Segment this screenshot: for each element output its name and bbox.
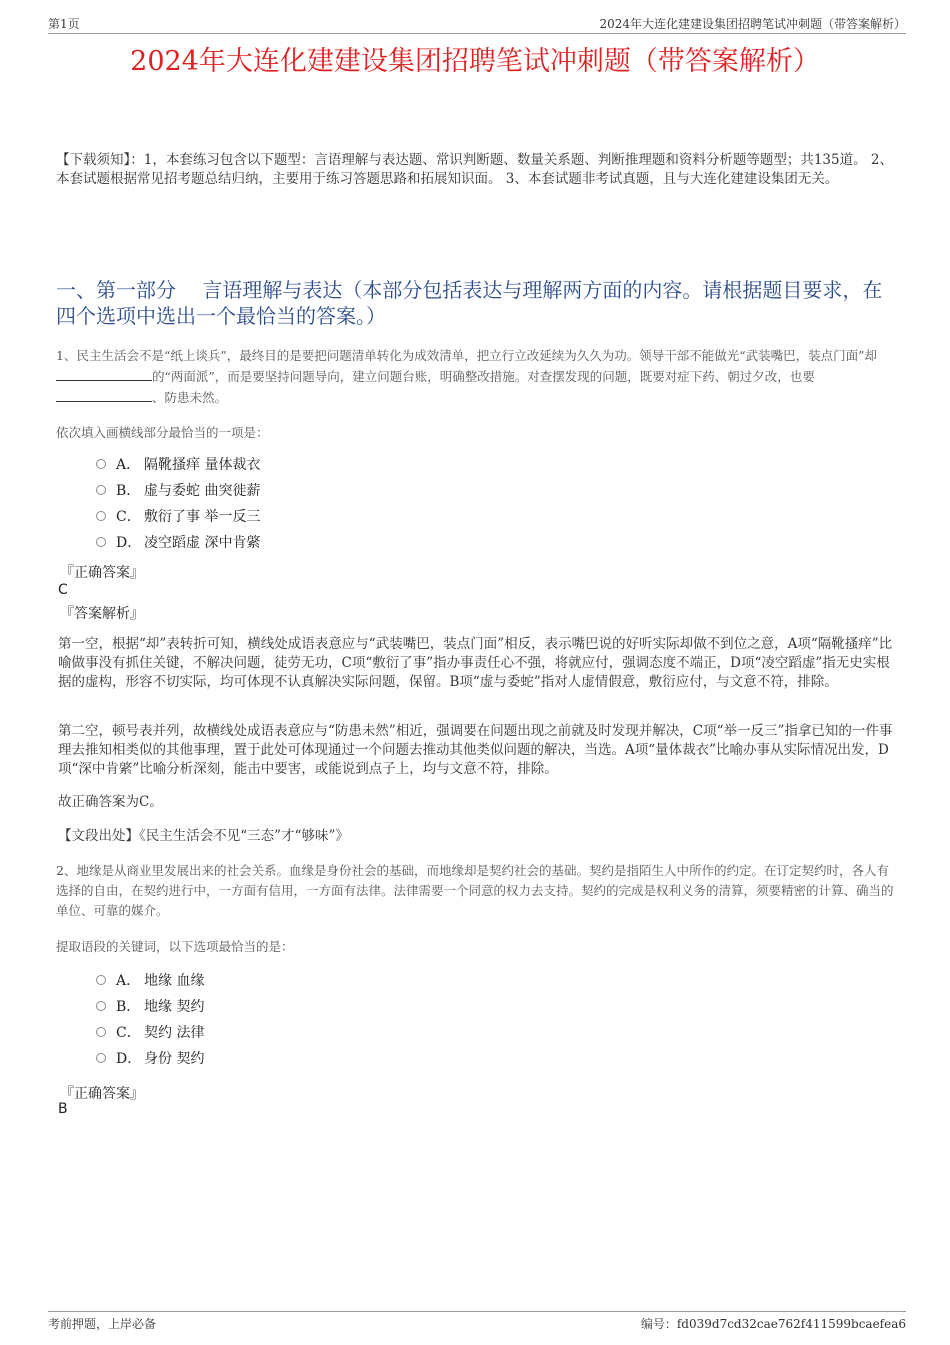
analysis-conclusion: 故正确答案为C。: [58, 794, 163, 810]
download-notice: 【下载须知】：1，本套练习包含以下题型：言语理解与表达题、常识判断题、数量关系题、判断推理题和资料分析题等题型；共135道。 2、本套试题根据常见招考题总结归纳，主要用于练习答题思路和拓展知识面。 3、本套试题非考试真题，且与大连化建建设集团无关。: [56, 152, 893, 187]
footer-slogan: 考前押题，上岸必备: [48, 1317, 157, 1331]
radio-circle-icon[interactable]: [96, 537, 106, 547]
analysis-paragraph-2: 第二空，顿号表并列，故横线处成语表意应与“防患未然”相近，强调要在问题出现之前就及时发现并解决，C项“举一反三”指拿已知的一件事理去推知相类似的其他事理，置于此处可体现通过一个问题去推动其他类似问题的解决，当选。A项“量体裁衣”比喻办事从实际情况出发，D项“深中肯綮”比喻分析深刻，能击中要害，或能说到点子上，均与文意不符，排除。: [58, 723, 893, 777]
question-1-text-part1: 1、民主生活会不是“纸上谈兵”，最终目的是要把问题清单转化为成效清单，把立行立改延续为久久为功。领导干部不能做光“武装嘴巴，装点门面”却: [56, 348, 878, 363]
option-label: B．: [116, 999, 141, 1015]
page-footer: [48, 1311, 906, 1332]
option-text: 隔靴搔痒 量体裁衣: [144, 457, 261, 473]
question-1-text-part2: 的“两面派”，而是要坚持问题导向，建立问题台账，明确整改措施。对查摆发现的问题，既要对症下药、朝过夕改，也要: [152, 369, 815, 384]
option-text: 虚与委蛇 曲突徙薪: [144, 483, 261, 499]
option-text: 地缘 血缘: [144, 973, 205, 989]
question-1-options: [96, 452, 260, 556]
question-2-options: [96, 968, 204, 1072]
correct-answer: B: [58, 1101, 68, 1117]
option-a[interactable]: [96, 968, 204, 994]
source-citation: 【文段出处】《民主生活会不见“三态”才“够味”》: [58, 828, 349, 844]
question-2-prompt: 提取语段的关键词，以下选项最恰当的是：: [56, 939, 294, 954]
analysis-paragraph-1: 第一空，根据“却”表转折可知，横线处成语表意应与“武装嘴巴，装点门面”相反，表示嘴巴说的好听实际却做不到位之意，A项“隔靴搔痒”比喻做事没有抓住关键，不解决问题，徒劳无功，C项“敷衍了事”指办事责任心不强，将就应付，强调态度不端正，D项“凌空蹈虚”指无史实根据的虚构，形容不切实际，均可体现不认真解决实际问题，保留。B项“虚与委蛇”指对人虚情假意，敷衍应付，与文意不符，排除。: [58, 636, 893, 690]
option-b[interactable]: [96, 994, 204, 1020]
fill-blank-2: [56, 387, 152, 402]
document-title: 2024年大连化建建设集团招聘笔试冲刺题（带答案解析）: [130, 46, 820, 77]
section-title: 一、第一部分 言语理解与表达（本部分包括表达与理解两方面的内容。请根据题目要求，在四个选项中选出一个最恰当的答案。）: [56, 278, 883, 328]
option-label: A．: [116, 457, 141, 473]
option-label: D．: [116, 535, 142, 551]
option-text: 敷衍了事 举一反三: [144, 509, 261, 525]
question-1-text: [56, 346, 898, 408]
radio-circle-icon[interactable]: [96, 975, 106, 985]
question-1-text-part3: 、防患未然。: [152, 390, 228, 405]
option-text: 身份 契约: [144, 1051, 205, 1067]
header-doc-title: 2024年大连化建建设集团招聘笔试冲刺题（带答案解析）: [599, 17, 906, 31]
radio-circle-icon[interactable]: [96, 1027, 106, 1037]
question-1-prompt: 依次填入画横线部分最恰当的一项是：: [56, 425, 269, 440]
radio-circle-icon[interactable]: [96, 511, 106, 521]
correct-answer: C: [58, 582, 68, 598]
radio-circle-icon[interactable]: [96, 485, 106, 495]
option-text: 契约 法律: [144, 1025, 205, 1041]
option-label: C．: [116, 1025, 141, 1041]
radio-circle-icon[interactable]: [96, 459, 106, 469]
page-header: [48, 15, 906, 34]
question-2-text: 2、地缘是从商业里发展出来的社会关系。血缘是身份社会的基础，而地缘却是契约社会的基础。契约是指陌生人中所作的约定。在订定契约时，各人有选择的自由，在契约进行中，一方面有信用，一方面有法律。法律需要一个同意的权力去支持。契约的完成是权利义务的清算，须要精密的计算、确当的单位、可靠的媒介。: [56, 863, 894, 918]
option-c[interactable]: [96, 504, 260, 530]
radio-circle-icon[interactable]: [96, 1001, 106, 1011]
document-id: 编号：fd039d7cd32cae762f411599bcaefea6: [640, 1317, 906, 1331]
analysis-heading: 『答案解析』: [60, 606, 144, 622]
fill-blank-1: [56, 366, 152, 381]
option-label: C．: [116, 509, 141, 525]
page-number: 第1页: [48, 17, 80, 31]
answer-heading: 『正确答案』: [60, 1086, 144, 1102]
option-d[interactable]: [96, 530, 260, 556]
option-label: B．: [116, 483, 141, 499]
option-b[interactable]: [96, 478, 260, 504]
option-label: A．: [116, 973, 141, 989]
option-c[interactable]: [96, 1020, 204, 1046]
option-d[interactable]: [96, 1046, 204, 1072]
option-label: D．: [116, 1051, 142, 1067]
option-text: 地缘 契约: [144, 999, 205, 1015]
answer-heading: 『正确答案』: [60, 565, 144, 581]
option-a[interactable]: [96, 452, 260, 478]
option-text: 凌空蹈虚 深中肯綮: [144, 535, 261, 551]
radio-circle-icon[interactable]: [96, 1053, 106, 1063]
